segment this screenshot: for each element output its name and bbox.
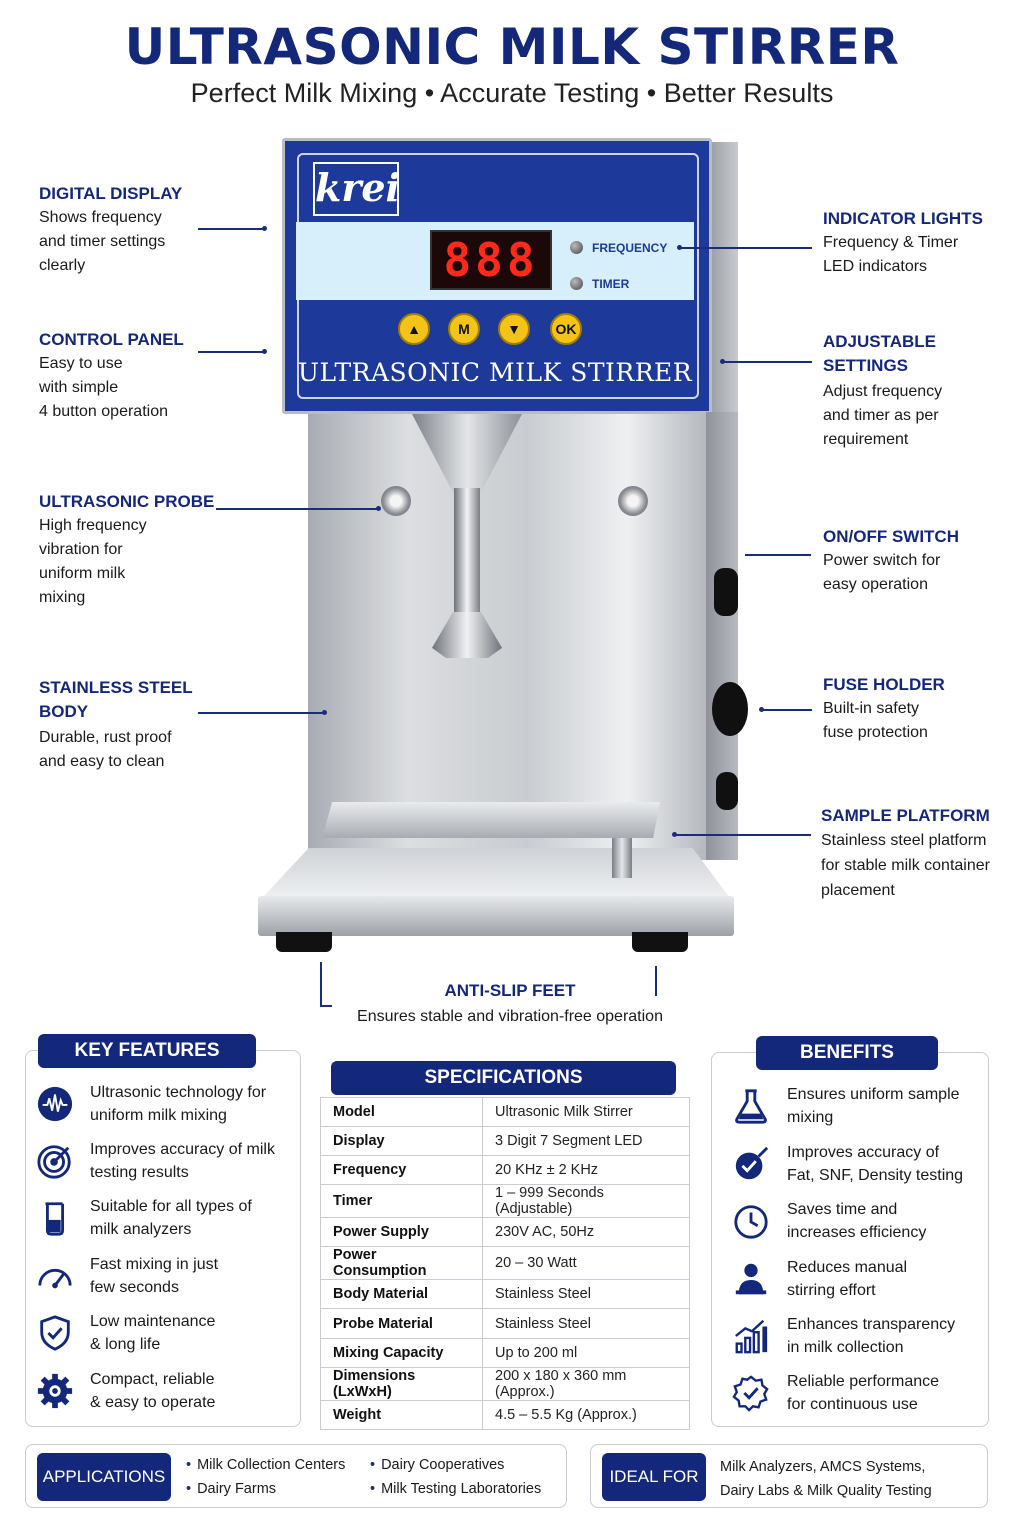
key-features-title: KEY FEATURES	[38, 1034, 256, 1068]
machine-head-side	[712, 142, 738, 412]
spec-row	[321, 1127, 690, 1156]
krei-logo: krei	[313, 162, 399, 216]
waveform-icon	[36, 1085, 74, 1123]
feature-item: Low maintenance & long life	[36, 1310, 286, 1358]
specifications-title: SPECIFICATIONS	[331, 1061, 676, 1095]
spec-row	[321, 1367, 690, 1400]
accuracy-check-icon	[732, 1145, 770, 1183]
spec-row	[321, 1218, 690, 1247]
spec-value: 230V AC, 50Hz	[483, 1218, 690, 1247]
speedometer-icon	[36, 1257, 74, 1295]
spec-row	[321, 1185, 690, 1218]
spec-value: 3 Digit 7 Segment LED	[483, 1127, 690, 1156]
callout-stainless-body: STAINLESS STEEL BODY Durable, rust proof and easy to clean	[39, 678, 193, 770]
spec-key: Power Consumption	[321, 1247, 483, 1280]
down-button[interactable]: ▼	[498, 313, 530, 345]
panel-name: ULTRASONIC MILK STIRRER	[297, 358, 693, 387]
benefit-item: Reduces manual stirring effort	[728, 1256, 988, 1306]
callout-fuse-holder: FUSE HOLDER Built-in safety fuse protection	[823, 675, 945, 741]
spec-row	[321, 1338, 690, 1367]
timer-led-label: TIMER	[592, 277, 630, 291]
spec-value: 4.5 – 5.5 Kg (Approx.)	[483, 1400, 690, 1429]
spec-row	[321, 1247, 690, 1280]
machine-body	[308, 414, 706, 860]
application-item: • Milk Testing Laboratories	[370, 1481, 541, 1497]
mode-button[interactable]: M	[448, 313, 480, 345]
spec-row	[321, 1280, 690, 1309]
page-subtitle: Perfect Milk Mixing • Accurate Testing • Better Results	[190, 78, 834, 108]
callout-adjustable-settings: ADJUSTABLE SETTINGS Adjust frequency and timer as per requirement	[823, 332, 943, 448]
side-port-icon	[716, 772, 738, 810]
applications-title: APPLICATIONS	[37, 1453, 171, 1501]
benefit-item: Ensures uniform sample mixing	[728, 1083, 988, 1133]
benefit-item: Improves accuracy of Fat, SNF, Density testing	[728, 1141, 988, 1191]
fuse-holder-icon	[712, 682, 748, 736]
up-button[interactable]: ▲	[398, 313, 430, 345]
spec-key: Body Material	[321, 1280, 483, 1309]
probe-rod	[454, 488, 480, 628]
ok-button[interactable]: OK	[550, 313, 582, 345]
frequency-led-label: FREQUENCY	[592, 241, 668, 255]
spec-key: Frequency	[321, 1156, 483, 1185]
beaker-icon	[36, 1199, 74, 1237]
feature-item: Improves accuracy of milk testing results	[36, 1138, 286, 1186]
spec-value: 20 KHz ± 2 KHz	[483, 1156, 690, 1185]
seven-segment-display: 888	[430, 230, 552, 290]
spec-key: Display	[321, 1127, 483, 1156]
base-front	[258, 896, 734, 936]
ideal-for-title: IDEAL FOR	[602, 1453, 706, 1501]
badge-check-icon	[732, 1374, 770, 1412]
spec-row	[321, 1156, 690, 1185]
spec-row	[321, 1098, 690, 1127]
screw-right-icon	[618, 486, 648, 516]
frequency-led-icon	[570, 241, 583, 254]
benefit-item: Reliable performance for continuous use	[728, 1370, 988, 1420]
specifications-table	[320, 1097, 690, 1430]
gear-icon	[36, 1372, 74, 1410]
feature-item: Ultrasonic technology for uniform milk mixing	[36, 1081, 286, 1129]
worker-icon	[732, 1260, 770, 1298]
shield-check-icon	[36, 1314, 74, 1352]
growth-chart-icon	[732, 1317, 770, 1355]
callout-sample-platform: SAMPLE PLATFORM Stainless steel platform for stable milk container placement	[821, 806, 990, 899]
feature-item: Fast mixing in just few seconds	[36, 1253, 286, 1301]
spec-key: Timer	[321, 1185, 483, 1218]
callout-anti-slip: ANTI-SLIP FEET Ensures stable and vibration-free operation	[357, 981, 663, 1025]
benefit-item: Enhances transparency in milk collection	[728, 1313, 988, 1363]
spec-key: Model	[321, 1098, 483, 1127]
spec-value: Ultrasonic Milk Stirrer	[483, 1098, 690, 1127]
feature-item: Compact, reliable & easy to operate	[36, 1368, 286, 1416]
clock-icon	[732, 1202, 770, 1240]
benefit-item: Saves time and increases efficiency	[728, 1198, 988, 1248]
application-item: • Dairy Cooperatives	[370, 1457, 504, 1473]
callout-indicator-lights: INDICATOR LIGHTS Frequency & Timer LED indicators	[823, 209, 983, 275]
application-item: • Dairy Farms	[186, 1481, 276, 1497]
callout-control-panel: CONTROL PANEL Easy to use with simple 4 button operation	[39, 330, 184, 420]
spec-value: 20 – 30 Watt	[483, 1247, 690, 1280]
callout-ultrasonic-probe: ULTRASONIC PROBE High frequency vibration for uniform milk mixing	[39, 492, 215, 606]
spec-key: Probe Material	[321, 1309, 483, 1338]
spec-value: Up to 200 ml	[483, 1338, 690, 1367]
feature-item: Suitable for all types of milk analyzers	[36, 1195, 286, 1243]
spec-key: Power Supply	[321, 1218, 483, 1247]
screw-left-icon	[381, 486, 411, 516]
sample-platform	[322, 802, 660, 838]
base-top	[262, 848, 730, 898]
spec-key: Dimensions (LxWxH)	[321, 1367, 483, 1400]
flask-icon	[732, 1087, 770, 1125]
spec-value: 200 x 180 x 360 mm (Approx.)	[483, 1367, 690, 1400]
foot-left-icon	[276, 932, 332, 952]
callout-digital-display: DIGITAL DISPLAY Shows frequency and timer settings clearly	[39, 184, 183, 274]
callout-onoff-switch: ON/OFF SWITCH Power switch for easy operation	[823, 527, 959, 593]
target-icon	[36, 1142, 74, 1180]
timer-led-icon	[570, 277, 583, 290]
platform-post	[612, 836, 632, 878]
spec-value: Stainless Steel	[483, 1280, 690, 1309]
spec-row	[321, 1400, 690, 1429]
application-item: • Milk Collection Centers	[186, 1457, 345, 1473]
spec-value: 1 – 999 Seconds (Adjustable)	[483, 1185, 690, 1218]
ideal-for-text: Milk Analyzers, AMCS Systems, Dairy Labs & Milk Quality Testing	[720, 1459, 932, 1499]
page-title: ULTRASONIC MILK STIRRER	[124, 18, 900, 76]
spec-value: Stainless Steel	[483, 1309, 690, 1338]
power-switch-icon[interactable]	[714, 568, 738, 616]
spec-key: Mixing Capacity	[321, 1338, 483, 1367]
foot-right-icon	[632, 932, 688, 952]
spec-key: Weight	[321, 1400, 483, 1429]
spec-row	[321, 1309, 690, 1338]
benefits-title: BENEFITS	[756, 1036, 938, 1070]
